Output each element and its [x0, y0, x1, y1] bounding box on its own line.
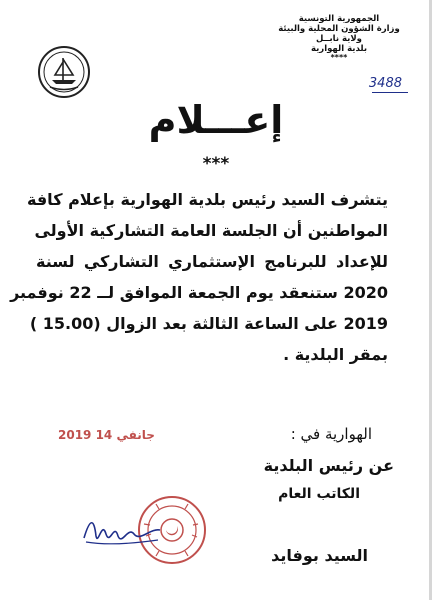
- announcement-title: إعـــلام: [148, 98, 284, 142]
- letterhead-municipality: بلدية الهوارية: [310, 44, 368, 54]
- signature-icon: [80, 512, 164, 548]
- letterhead-republic: الجمهورية التونسية: [298, 14, 380, 24]
- letterhead-ministry: وزارة الشؤون المحلية والبيئة: [278, 24, 400, 34]
- signatory-name: السيد بوفايد: [271, 546, 368, 565]
- date-stamp: 2019 جانفي 14: [58, 428, 155, 442]
- letterhead-stars: ****: [330, 53, 348, 62]
- body-line: المواطنين أن الجلسة العامة التشاركية الأولى: [34, 221, 388, 240]
- reference-number: 3488: [368, 76, 402, 91]
- date-label: الهوارية في :: [290, 425, 372, 443]
- announcement-body: [10, 184, 388, 370]
- body-line: 2020 ستنعقد يوم الجمعة الموافق لــ 22 نوفمبر: [10, 283, 388, 302]
- body-line: يتشرف السيد رئيس بلدية الهوارية بإعلام كافة: [27, 190, 388, 209]
- letterhead-governorate: ولاية نابــل: [316, 34, 362, 44]
- signatory-line: عن رئيس البلدية: [263, 456, 394, 475]
- letterhead: [264, 14, 414, 62]
- body-line: للإعداد للبرنامج الإستثماري التشاركي لسنة: [36, 252, 388, 271]
- title-separator: ***: [202, 154, 230, 174]
- signatory-role: الكاتب العام: [278, 486, 360, 502]
- body-line: بمقر البلدية .: [283, 345, 388, 364]
- reference-underline: [372, 92, 408, 93]
- municipality-emblem-icon: [36, 44, 92, 100]
- date-row: [291, 424, 372, 443]
- body-line: 2019 على الساعة الثالثة بعد الزوال (15.00 ): [29, 314, 388, 333]
